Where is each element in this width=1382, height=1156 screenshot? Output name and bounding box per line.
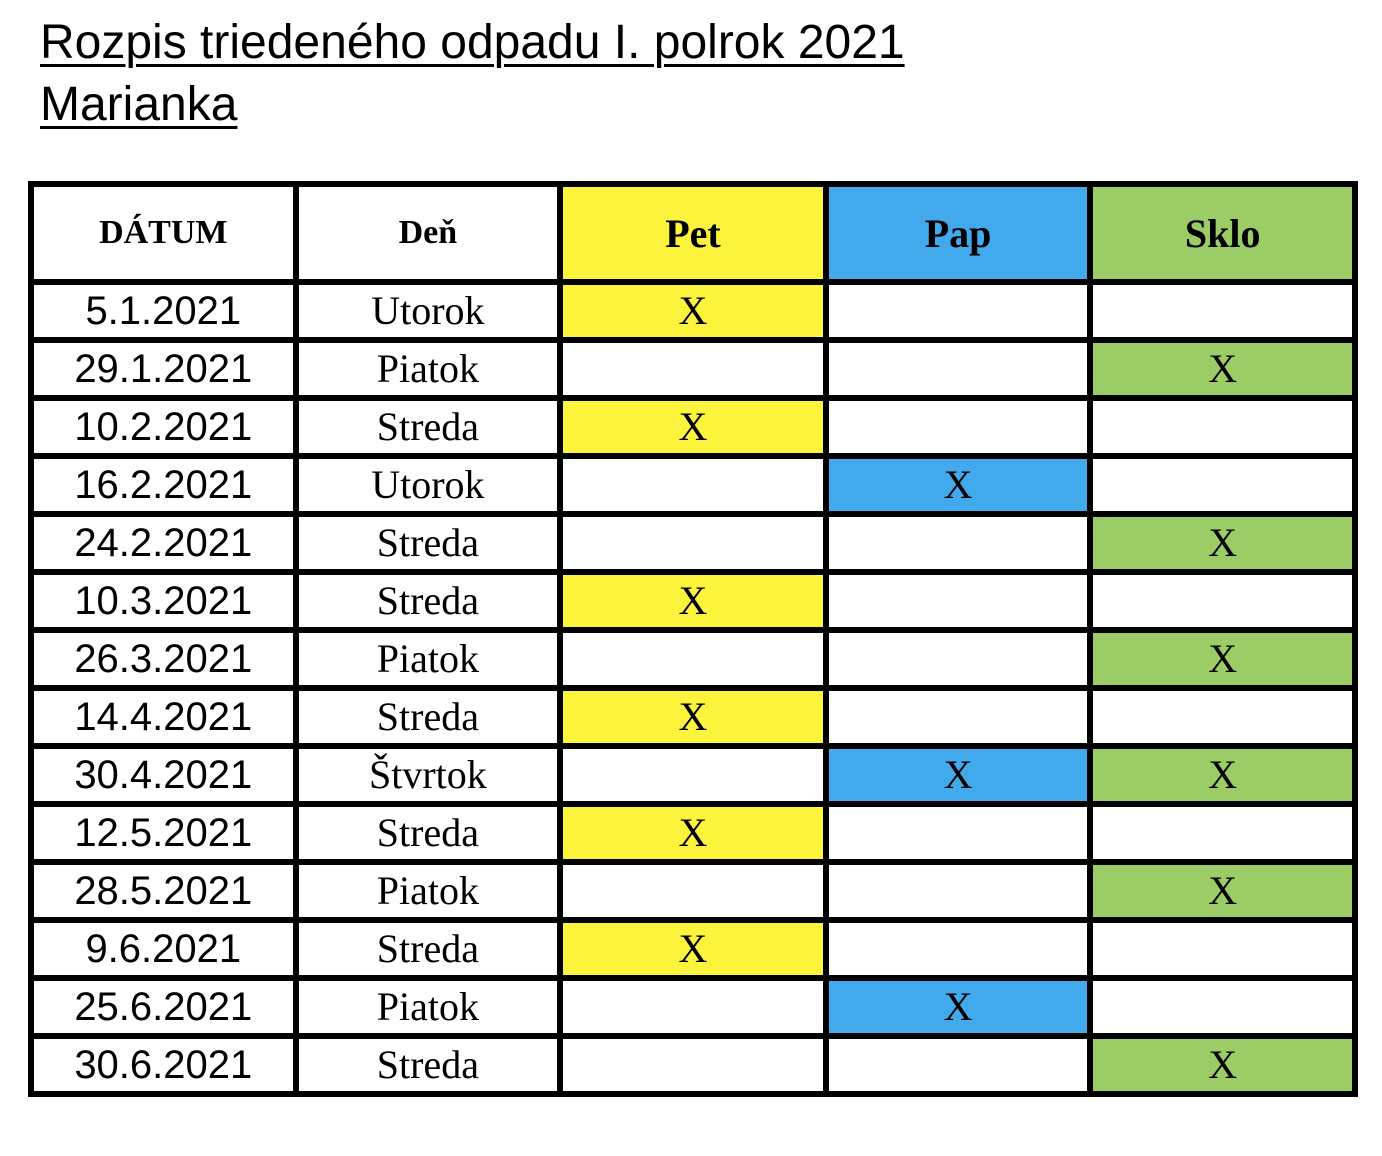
cell-pet: X: [560, 804, 826, 862]
cell-pet: [560, 862, 826, 920]
cell-date: 10.2.2021: [31, 398, 296, 456]
cell-sklo: [1090, 688, 1355, 746]
table-row: [31, 920, 1355, 978]
cell-day: Streda: [296, 514, 561, 572]
cell-date: 30.6.2021: [31, 1036, 296, 1094]
table-row: [31, 978, 1355, 1036]
cell-pap: [826, 688, 1091, 746]
cell-pet: X: [560, 282, 826, 340]
table-row: [31, 340, 1355, 398]
cell-pap: [826, 1036, 1091, 1094]
header-pap: Pap: [826, 184, 1091, 282]
cell-day: Streda: [296, 398, 561, 456]
cell-date: 12.5.2021: [31, 804, 296, 862]
table-row: [31, 630, 1355, 688]
cell-date: 10.3.2021: [31, 572, 296, 630]
cell-date: 28.5.2021: [31, 862, 296, 920]
cell-date: 24.2.2021: [31, 514, 296, 572]
header-pet: Pet: [560, 184, 826, 282]
cell-day: Utorok: [296, 456, 561, 514]
cell-sklo: X: [1090, 630, 1355, 688]
title-line-2: Marianka: [40, 78, 238, 131]
table-row: [31, 514, 1355, 572]
table-row: [31, 572, 1355, 630]
cell-pap: [826, 862, 1091, 920]
cell-day: Streda: [296, 804, 561, 862]
cell-pap: [826, 340, 1091, 398]
table-row: [31, 282, 1355, 340]
table-row: [31, 746, 1355, 804]
cell-date: 5.1.2021: [31, 282, 296, 340]
cell-day: Štvrtok: [296, 746, 561, 804]
header-day: Deň: [296, 184, 561, 282]
cell-day: Piatok: [296, 340, 561, 398]
cell-sklo: [1090, 398, 1355, 456]
cell-day: Utorok: [296, 282, 561, 340]
cell-day: Piatok: [296, 630, 561, 688]
cell-date: 29.1.2021: [31, 340, 296, 398]
cell-pet: X: [560, 572, 826, 630]
cell-sklo: [1090, 804, 1355, 862]
cell-sklo: X: [1090, 862, 1355, 920]
cell-pet: [560, 630, 826, 688]
table-row: [31, 804, 1355, 862]
cell-pap: [826, 804, 1091, 862]
table-row: [31, 398, 1355, 456]
cell-sklo: [1090, 282, 1355, 340]
cell-pap: [826, 398, 1091, 456]
cell-day: Streda: [296, 920, 561, 978]
header-row: [31, 184, 1355, 282]
cell-pap: X: [826, 456, 1091, 514]
cell-sklo: [1090, 572, 1355, 630]
cell-pet: [560, 514, 826, 572]
cell-sklo: [1090, 978, 1355, 1036]
cell-pet: [560, 978, 826, 1036]
header-sklo: Sklo: [1090, 184, 1355, 282]
cell-pap: [826, 920, 1091, 978]
cell-pet: X: [560, 688, 826, 746]
cell-pet: [560, 340, 826, 398]
cell-pet: X: [560, 398, 826, 456]
cell-day: Piatok: [296, 862, 561, 920]
cell-sklo: X: [1090, 514, 1355, 572]
cell-pap: [826, 630, 1091, 688]
cell-pet: X: [560, 920, 826, 978]
cell-sklo: X: [1090, 1036, 1355, 1094]
cell-sklo: X: [1090, 746, 1355, 804]
cell-pet: [560, 456, 826, 514]
cell-pap: X: [826, 978, 1091, 1036]
cell-pet: [560, 1036, 826, 1094]
cell-day: Streda: [296, 572, 561, 630]
cell-day: Streda: [296, 1036, 561, 1094]
cell-sklo: X: [1090, 340, 1355, 398]
waste-schedule-table: [28, 181, 1358, 1097]
cell-sklo: [1090, 456, 1355, 514]
cell-pet: [560, 746, 826, 804]
cell-date: 9.6.2021: [31, 920, 296, 978]
cell-day: Streda: [296, 688, 561, 746]
document-title: [40, 12, 905, 136]
cell-pap: [826, 572, 1091, 630]
cell-date: 25.6.2021: [31, 978, 296, 1036]
header-date: DÁTUM: [31, 184, 296, 282]
cell-pap: [826, 282, 1091, 340]
table-row: [31, 456, 1355, 514]
cell-date: 26.3.2021: [31, 630, 296, 688]
cell-pap: [826, 514, 1091, 572]
table-row: [31, 1036, 1355, 1094]
cell-pap: X: [826, 746, 1091, 804]
cell-day: Piatok: [296, 978, 561, 1036]
cell-date: 30.4.2021: [31, 746, 296, 804]
cell-date: 16.2.2021: [31, 456, 296, 514]
table-row: [31, 862, 1355, 920]
cell-date: 14.4.2021: [31, 688, 296, 746]
title-line-1: Rozpis triedeného odpadu I. polrok 2021: [40, 16, 905, 69]
cell-sklo: [1090, 920, 1355, 978]
table-row: [31, 688, 1355, 746]
